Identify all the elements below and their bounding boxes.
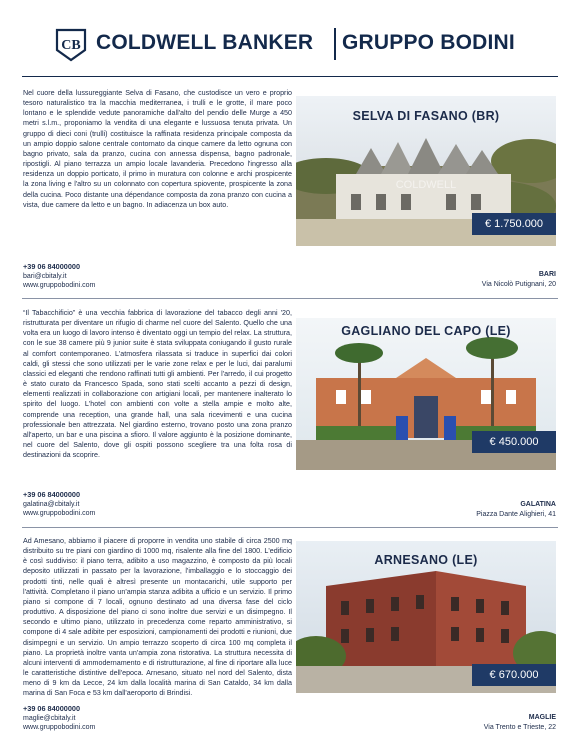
office-address: Piazza Dante Alighieri, 41	[476, 510, 556, 518]
header-divider	[22, 76, 558, 77]
brand-divider	[334, 28, 336, 60]
contact-website[interactable]: www.gruppobodini.com	[23, 510, 96, 517]
contact-website[interactable]: www.gruppobodini.com	[23, 282, 96, 289]
office-block	[482, 270, 556, 289]
listing-title: GAGLIANO DEL CAPO (LE)	[341, 324, 511, 338]
office-city: BARI	[538, 271, 556, 278]
page-header	[0, 0, 580, 78]
office-address: Via Trento e Trieste, 22	[483, 723, 556, 731]
listing-title: ARNESANO (LE)	[374, 553, 478, 567]
office-city: MAGLIE	[528, 714, 556, 721]
listing-divider	[22, 527, 558, 528]
listing-photo	[296, 541, 556, 693]
listing-price: € 1.750.000	[472, 213, 556, 235]
listing-description: Nel cuore della lussureggiante Selva di Fasano, che custodisce un vero e proprio tesoro naturalistico tra la macchia mediterranea, i trulli e le grotte, il mare poco lontano e le splendide vedute panoramiche dall'alto del pendio delle Murge a 450 metri s.l.m., proponiamo la vendita di una elegante e lussuosa tenuta privata. Un gruppo di dieci coni (trulli) costituisce la raffinata residenza principale composta da un ampio doppio salone centrale contornato da cinque camere da letto ognuna con bagno privato, sala da pranzo, cucina con annessa dispensa, bagno padronale, ripostigli. Al piano terrazza un ampio locale lavanderia. Precedono l'ingresso alla residenza un doppio porticato, il primo in muratura con colonne e archi prospicente la zona living e l'altro su un colonnato con copertura spiovente, prospicente la zona della cucina. Poco distante una dépendance composta da zona pranzo con cucina a vista, due camere da letto e un bagno. In adiacenza un box auto.	[23, 89, 292, 209]
listing-title: SELVA DI FASANO (BR)	[352, 109, 500, 123]
listing-photo	[296, 318, 556, 470]
contact-block	[23, 490, 95, 519]
contact-block	[23, 704, 95, 733]
office-city: GALATINA	[520, 501, 556, 508]
listing-divider	[22, 298, 558, 299]
listing-description: “Il Tabacchificio” è una vecchia fabbrica di lavorazione del tabacco degli anni '20, ristrutturata per diventare un rifugio di charme nel cuore del Salento. Quello che una volta era un luogo di lavoro intenso è diventato oggi un tempio del relax. La struttura, con le sue 38 camere più 9 junior suite è stata sviluppata coniugando il gusto rurale al comfort contemporaneo. L'atmosfera rilassata si traduce in superfici dai colori caldi, gli stessi che sono utilizzati per le varie zone relax e per le luci, dai paralumi classici ed eleganti che rendono raffinati tutti gli ambienti. Per l'arredo, il cui progetto è stato curato da Francesco Spada, sono stati scelti accanto a pezzi di design, elementi realizzati in collaborazione con artigiani locali, per mantenere inalterato lo spirito del luogo. L'hotel con ambienti con volte a stella ampie e molto alte, comprende una reception, una grande hall, una sala ricevimenti e una cucina professionale ben attrezzata. Nel giardino esterno, trovano posto una zona pranzo all'aperto, un bar e una piscina a sfioro. Il valore aggiunto è la posizione dominante, nel cuore del Salento, dove gli ospiti possono scegliere tra una folta rosa di destinazioni da scoprire.	[23, 309, 292, 460]
contact-block	[23, 262, 95, 291]
listing-description: Ad Amesano, abbiamo il piacere di proporre in vendita uno stabile di circa 2500 mq distribuito su tre piani con giardino di 1000 mq, risalente alla fine del 1800. L'edificio è così suddiviso: il piano terra, adibito a uso magazzino, è composto da più locali deposito utilizzati in passato per la lavorazione, l'imballaggio e lo stoccaggio dei prodotti tinti, nelle quali è altresì presente un montacarichi, utile supporto per l'attività. Completano il piano un'ampia stanza adibita a ufficio e un servizio. Il primo piano si compone di 7 locali, ognuno destinato ad una diversa fase del ciclo produttivo. A disposizione del piano ci sono inoltre due servizi e un disimpegno. Il secondo e ultimo piano, utilizzato in precedenza come reparto amministrativo, si compone di 4 sale adibite per esposizioni, campionamenti dei prodotti e riunioni, due disimpegni e un servizio. Un ampio terrazzo scoperto di circa 100 mq completa il piano. La proprietà inoltre vanta un'ampia zona ristorativa. La struttura necessita di alcuni interventi di ammodernamento e di ristrutturazione, al fine di riportare alla luce le caratteristiche distintive dell'epoca. Arnesano, situato nel nord del Salento, dista meno di 9 km da Lecce, 24 km dalla località marina di San Cataldo, 34 km dalla marina di San Foca e 53 km dall'aeroporto di Brindisi.	[23, 537, 292, 698]
photo-watermark: COLDWELL	[395, 179, 457, 191]
office-block	[476, 500, 556, 519]
logo-letters: CB	[61, 38, 81, 53]
office-block	[484, 713, 556, 732]
office-address: Via Nicolò Putignani, 20	[481, 280, 556, 288]
contact-phone: +39 06 84000000	[23, 490, 81, 499]
listing-price: € 670.000	[472, 664, 556, 686]
contact-email[interactable]: bari@cbitaly.it	[23, 272, 67, 280]
listing-price: € 450.000	[472, 431, 556, 453]
listing-photo	[296, 96, 556, 246]
brand-name-secondary: GRUPPO BODINI	[342, 31, 515, 54]
contact-email[interactable]: maglie@cbitaly.it	[23, 714, 76, 722]
contact-phone: +39 06 84000000	[23, 704, 81, 713]
brand-name-primary: COLDWELL BANKER	[96, 31, 314, 54]
contact-phone: +39 06 84000000	[23, 262, 81, 271]
coldwell-banker-logo	[55, 28, 87, 62]
contact-website[interactable]: www.gruppobodini.com	[23, 724, 96, 731]
contact-email[interactable]: galatina@cbitaly.it	[23, 500, 80, 508]
